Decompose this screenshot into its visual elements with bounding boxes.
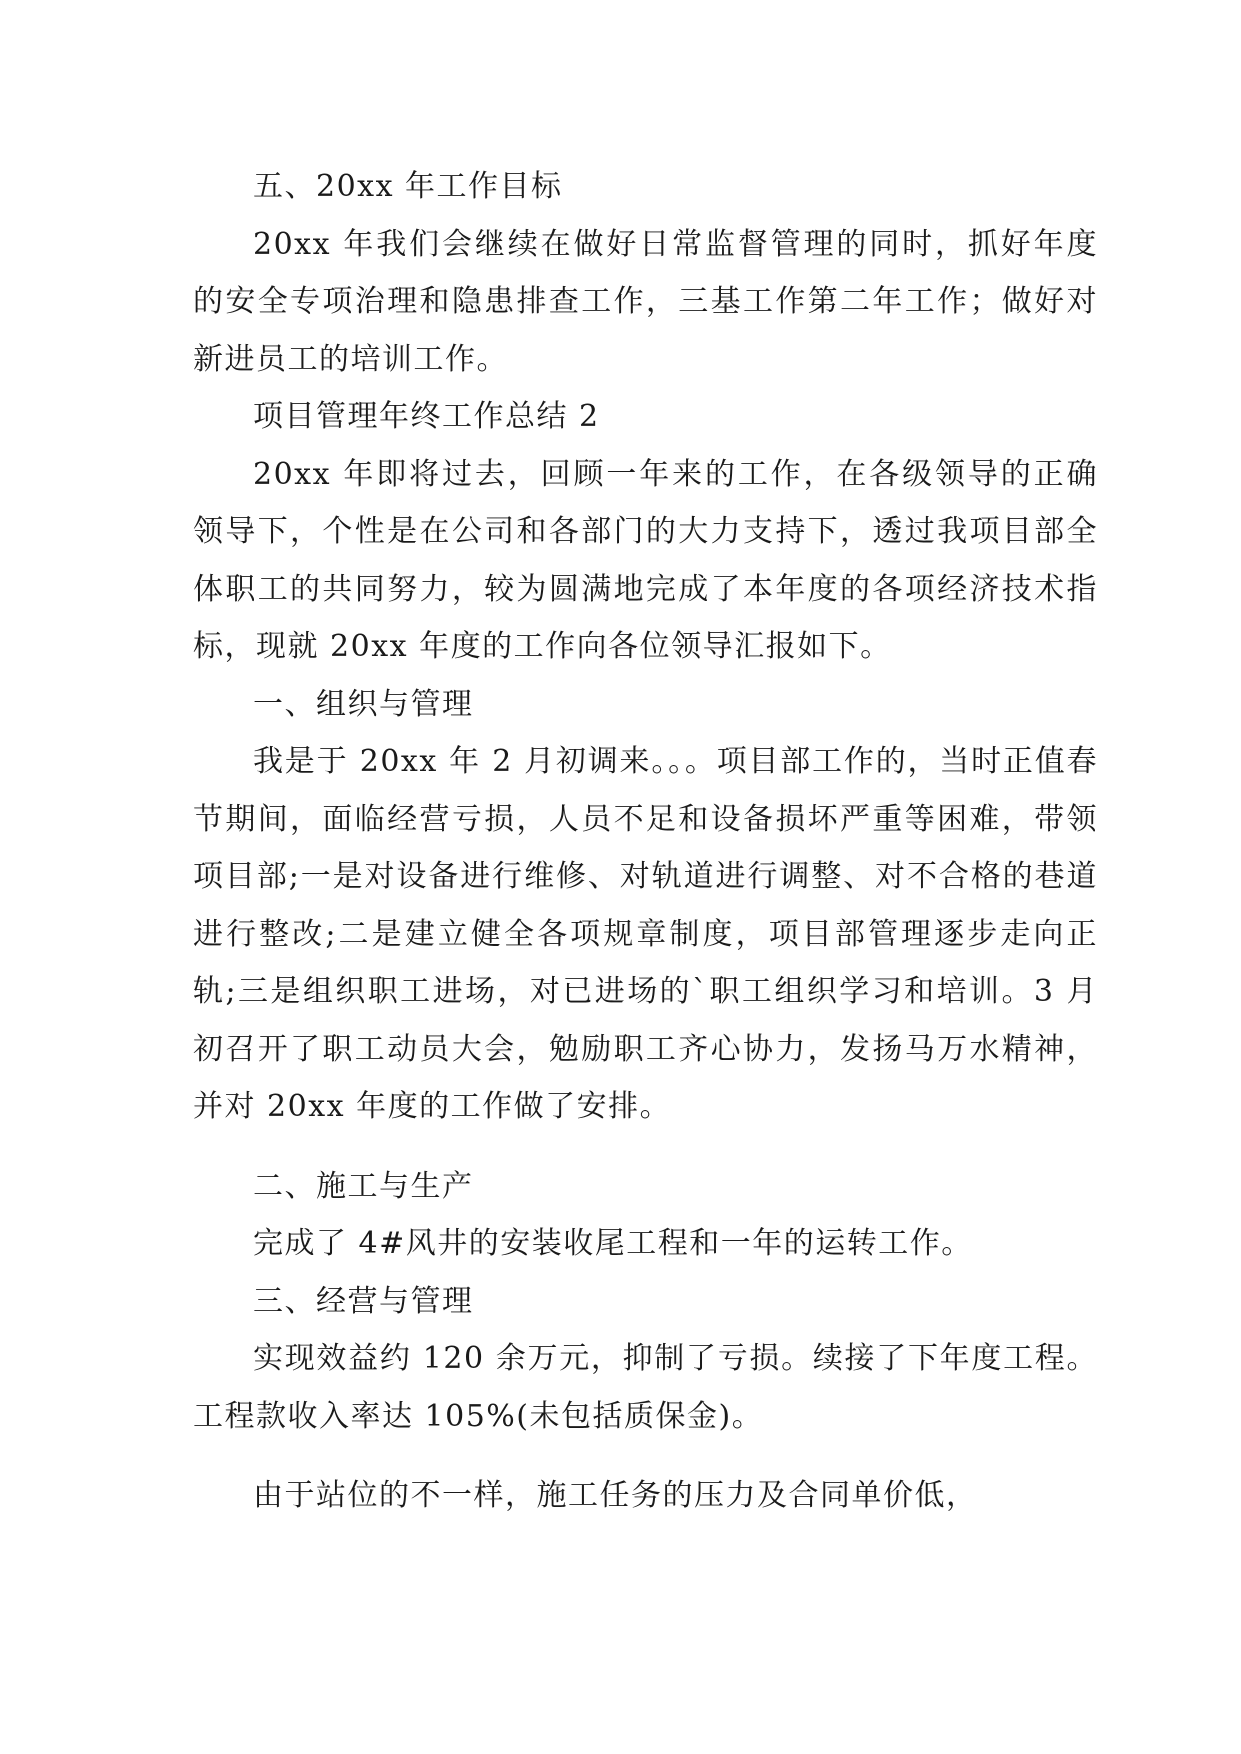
summary-title: 项目管理年终工作总结 2 xyxy=(253,399,600,434)
paragraph-construction: 完成了 4#风井的安装收尾工程和一年的运转工作。 xyxy=(253,1226,973,1261)
section-heading-construction: 二、施工与生产 xyxy=(253,1168,474,1204)
paragraph-continuation: 由于站位的不一样，施工任务的压力及合同单价低， xyxy=(253,1478,978,1513)
paragraph-organization: 我是于 20xx 年 2 月初调来。。。项目部工作的，当时正值春节期间，面临经营亏损，人员不足和设备损坏严重等困难，带领项目部;一是对设备进行维修、对轨道进行调整、对不合格的巷道进行整改;二是建立健全各项规章制度，项目部管理逐步走向正轨;三是组织职工进场，对已进场的`职工组织学习和培训。3 月初召开了职工动员大会，勉励职工齐心协力，发扬马万水精神，并对 20xx 年度的工作做了安排。 xyxy=(193,744,1098,1124)
section-heading-organization: 一、组织与管理 xyxy=(253,686,474,722)
document-body xyxy=(193,158,1098,1525)
paragraph-intro: 20xx 年即将过去，回顾一年来的工作，在各级领导的正确领导下，个性是在公司和各部门的大力支持下，透过我项目部全体职工的共同努力，较为圆满地完成了本年度的各项经济技术指标，现就 20xx 年度的工作向各位领导汇报如下。 xyxy=(193,456,1098,664)
paragraph-work-goals: 20xx 年我们会继续在做好日常监督管理的同时，抓好年度的安全专项治理和隐患排查工作，三基工作第二年工作；做好对新进员工的培训工作。 xyxy=(193,226,1098,377)
section-heading-operations: 三、经营与管理 xyxy=(253,1283,474,1319)
paragraph-operations: 实现效益约 120 余万元，抑制了亏损。续接了下年度工程。工程款收入率达 105%(未包括质保金)。 xyxy=(193,1341,1098,1434)
section-heading-work-goals: 五、20xx 年工作目标 xyxy=(253,169,563,204)
